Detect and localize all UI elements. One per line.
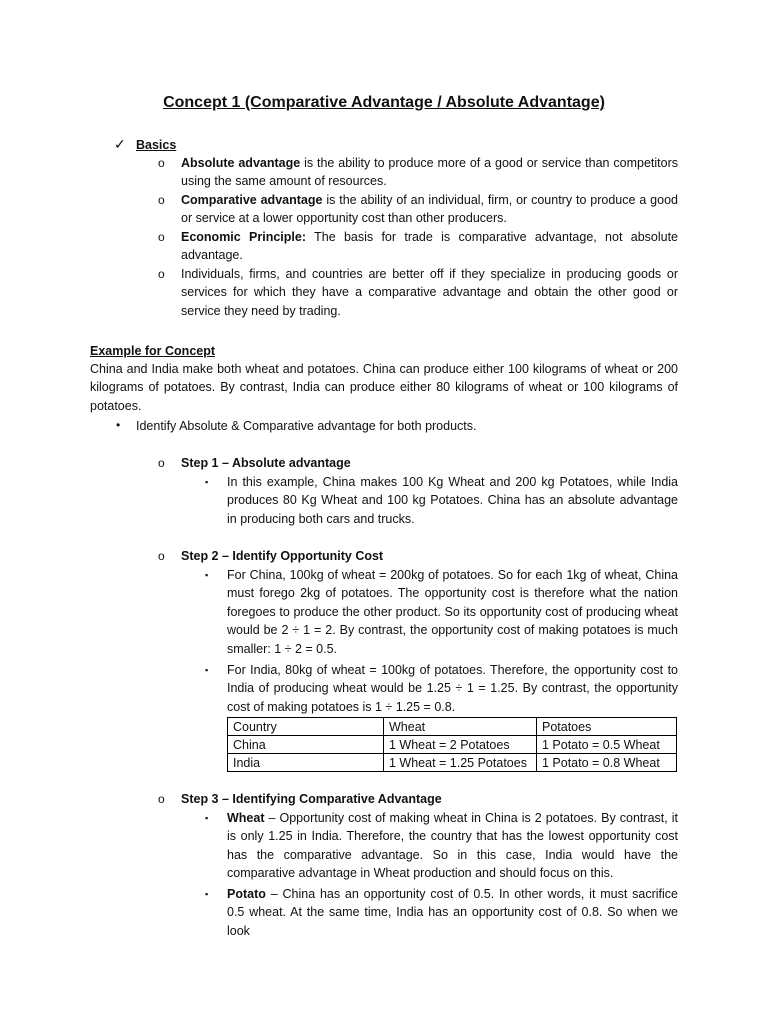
circle-bullet-icon: o — [158, 193, 165, 207]
circle-bullet-icon: o — [158, 230, 165, 244]
table-cell: 1 Potato = 0.8 Wheat — [537, 754, 677, 772]
table-header-cell: Country — [228, 718, 384, 736]
table-row — [228, 736, 677, 754]
table-cell: India — [228, 754, 384, 772]
page-title: Concept 1 (Comparative Advantage / Absolute Advantage) — [163, 94, 605, 111]
step3-bullet-2: Potato – China has an opportunity cost of 0.5. In other words, it must sacrifice 0.5 wheat. At the same time, India has an opportunity cost of 0.8. So when we look — [227, 887, 678, 938]
step1-bullet-1: In this example, China makes 100 Kg Wheat and 200 kg Potatoes, while India produces 80 Kg Wheat and 100 kg Potatoes. China has an absolute advantage in producing both cars and trucks. — [227, 475, 678, 526]
circle-bullet-icon: o — [158, 267, 165, 281]
basics-item-1: Absolute advantage is the ability to produce more of a good or service than competitors using the same amount of resources. — [181, 156, 678, 189]
table-header-cell: Wheat — [384, 718, 537, 736]
table-header-cell: Potatoes — [537, 718, 677, 736]
step2-bullet-2: For India, 80kg of wheat = 100kg of potatoes. Therefore, the opportunity cost to India of producing wheat would be 1.25 ÷ 1 = 1.25. By contrast, the opportunity cost of making potatoes is 1 ÷ 1.25 = 0.8. — [227, 663, 678, 714]
table-cell: 1 Wheat = 1.25 Potatoes — [384, 754, 537, 772]
table-cell: 1 Wheat = 2 Potatoes — [384, 736, 537, 754]
circle-bullet-icon: o — [158, 549, 165, 563]
example-heading: Example for Concept — [90, 344, 216, 358]
table-row — [228, 754, 677, 772]
circle-bullet-icon: o — [158, 156, 165, 170]
square-bullet-icon: ▪ — [205, 570, 209, 580]
circle-bullet-icon: o — [158, 456, 165, 470]
square-bullet-icon: ▪ — [205, 889, 209, 899]
example-paragraph: China and India make both wheat and potatoes. China can produce either 100 kilograms of wheat or 200 kilograms of potatoes. By contrast, India can produce either 80 kilograms of wheat or 100 kilograms of potatoes. — [90, 362, 678, 413]
example-task: Identify Absolute & Comparative advantage for both products. — [136, 419, 477, 433]
table-header-row — [228, 718, 677, 736]
step2-title: Step 2 – Identify Opportunity Cost — [181, 549, 384, 563]
table-cell: China — [228, 736, 384, 754]
basics-heading: Basics — [136, 138, 177, 152]
disc-bullet-icon: • — [116, 418, 121, 432]
circle-bullet-icon: o — [158, 792, 165, 806]
basics-item-3: Economic Principle: The basis for trade is comparative advantage, not absolute advantage. — [181, 230, 679, 263]
square-bullet-icon: ▪ — [205, 813, 209, 823]
table-cell: 1 Potato = 0.5 Wheat — [537, 736, 677, 754]
step3-title: Step 3 – Identifying Comparative Advantage — [181, 792, 442, 806]
opportunity-cost-table — [227, 717, 677, 772]
checkmark-icon: ✓ — [114, 136, 126, 152]
basics-item-2: Comparative advantage is the ability of an individual, firm, or country to produce a good or service at a lower opportunity cost than other producers. — [181, 193, 678, 226]
square-bullet-icon: ▪ — [205, 665, 209, 675]
basics-item-4: Individuals, firms, and countries are better off if they specialize in producing goods or services for which they have a comparative advantage and obtain the other good or service they need by trading. — [181, 267, 678, 318]
step3-bullet-1: Wheat – Opportunity cost of making wheat in China is 2 potatoes. By contrast, it is only 1.25 in India. Therefore, the country that has the lowest opportunity cost has the comparative advantage. So in this case, India would have the comparative advantage in Wheat production and should focus on this. — [227, 811, 678, 881]
step2-bullet-1: For China, 100kg of wheat = 200kg of potatoes. So for each 1kg of wheat, China must forego 2kg of potatoes. The opportunity cost is therefore what the nation foregoes to produce the other product. So its opportunity cost of producing wheat would be 2 ÷ 1 = 2. By contrast, the opportunity cost of making potatoes is much smaller: 1 ÷ 2 = 0.5. — [227, 568, 678, 656]
step1-title: Step 1 – Absolute advantage — [181, 456, 351, 470]
square-bullet-icon: ▪ — [205, 477, 209, 487]
